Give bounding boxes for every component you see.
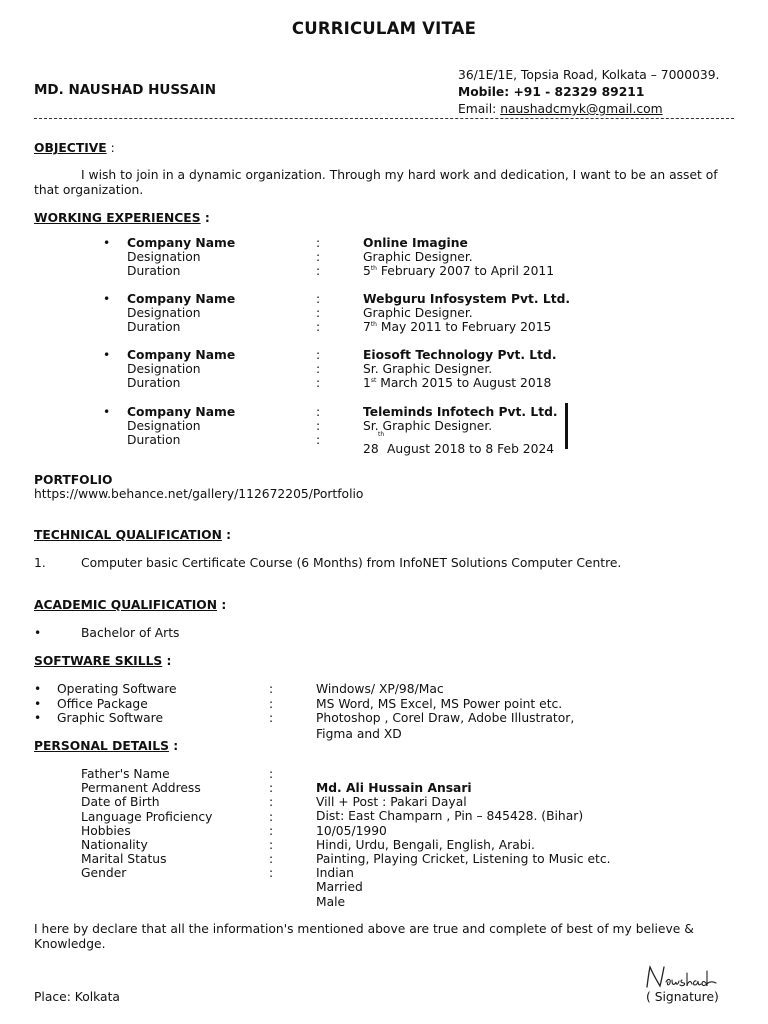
company-name: Teleminds Infotech Pvt. Ltd. <box>363 405 558 419</box>
software-value: Windows/ XP/98/Mac <box>316 682 444 696</box>
objective-colon: : <box>106 141 115 155</box>
duration-ordinal: st <box>370 376 377 384</box>
personal-label: Gender <box>81 866 127 881</box>
candidate-name: MD. NAUSHAD HUSSAIN <box>34 82 217 98</box>
personal-colon: : <box>269 781 274 796</box>
technical-number: 1. <box>34 556 46 570</box>
personal-colon: : <box>269 795 274 810</box>
software-bullet: • <box>34 711 42 725</box>
duration-label: Duration <box>127 320 181 334</box>
page-title: CURRICULAM VITAE <box>291 19 477 38</box>
software-colon: : <box>162 654 172 668</box>
personal-value: Md. Ali Hussain Ansari <box>316 781 472 795</box>
experience-colon: : <box>200 211 210 225</box>
experience-colon: : <box>316 405 321 419</box>
header-divider <box>34 118 734 119</box>
experience-colon: : <box>316 250 321 264</box>
duration-day: 7 <box>363 320 371 334</box>
personal-colon: : <box>269 866 274 881</box>
personal-value: Male <box>316 894 346 909</box>
software-colon: : <box>269 696 274 711</box>
mobile-number: +91 - 82329 89211 <box>513 85 645 99</box>
designation-label: Designation <box>127 250 201 264</box>
software-label: Office Package <box>57 696 148 711</box>
mobile-line <box>458 84 719 101</box>
duration-label: Duration <box>127 376 181 390</box>
objective-heading: OBJECTIVE <box>34 141 107 155</box>
personal-value: 10/05/1990 <box>316 823 387 838</box>
experience-colon: : <box>316 264 321 278</box>
personal-colon: : <box>269 852 274 867</box>
personal-colon: : <box>269 838 274 852</box>
software-heading-line <box>34 654 171 668</box>
experience-colon: : <box>316 348 321 362</box>
experience-bullet: • <box>103 292 111 306</box>
personal-colon: : <box>269 823 274 838</box>
software-heading: SOFTWARE SKILLS <box>34 654 163 668</box>
personal-colon: : <box>269 809 274 824</box>
personal-label: Date of Birth <box>81 795 160 810</box>
duration-ordinal: th <box>370 264 377 272</box>
duration-range: May 2011 to February 2015 <box>376 320 552 334</box>
academic-heading: ACADEMIC QUALIFICATION <box>34 598 218 612</box>
email-link[interactable]: naushadcmyk@gmail.com <box>500 102 663 116</box>
duration-value <box>363 264 554 278</box>
designation-label: Designation <box>127 306 201 320</box>
experience-bullet: • <box>103 236 111 250</box>
experience-bullet: • <box>103 348 111 362</box>
duration-day: 5 <box>363 264 371 278</box>
duration-value <box>363 320 551 334</box>
experience-colon: : <box>316 292 321 306</box>
company-label: Company Name <box>127 405 236 419</box>
mobile-label: Mobile: <box>458 85 510 99</box>
duration-label: Duration <box>127 264 181 278</box>
academic-colon: : <box>217 598 227 612</box>
duration-day: 1 <box>363 376 371 390</box>
experience-bullet: • <box>103 405 111 419</box>
software-colon: : <box>269 711 274 725</box>
portfolio-heading: PORTFOLIO <box>34 473 113 487</box>
declaration-text: I here by declare that all the information's mentioned above are true and complete of best of my believe & Knowledge. <box>34 922 694 951</box>
duration-range: March 2015 to August 2018 <box>376 376 552 390</box>
software-label: Graphic Software <box>57 711 164 725</box>
designation-label: Designation <box>127 419 201 433</box>
personal-label: Language Proficiency <box>81 809 213 824</box>
objective-text: I wish to join in a dynamic organization. Through my hard work and dedication, I want to be an asset of that organization. <box>34 168 718 197</box>
duration-ordinal: th <box>370 320 377 328</box>
objective-heading-line <box>34 141 115 155</box>
designation-label: Designation <box>127 362 201 376</box>
software-extra: Figma and XD <box>316 727 402 741</box>
software-bullet: • <box>34 696 42 711</box>
personal-value: Vill + Post : Pakari Dayal <box>316 795 467 810</box>
text-cursor-bar <box>565 403 568 449</box>
personal-label: Nationality <box>81 838 148 852</box>
technical-heading: TECHNICAL QUALIFICATION <box>34 528 222 542</box>
contact-block <box>458 67 719 118</box>
email-line <box>458 101 719 118</box>
personal-colon: : <box>168 739 179 753</box>
experience-colon: : <box>316 419 321 433</box>
personal-value: Hindi, Urdu, Bengali, English, Arabi. <box>316 837 535 852</box>
duration-day: 28 <box>363 442 379 456</box>
portfolio-link[interactable]: https://www.behance.net/gallery/112672205/Portfolio <box>34 487 364 501</box>
personal-value: Married <box>316 880 363 895</box>
company-label: Company Name <box>127 236 236 250</box>
technical-heading-line <box>34 528 231 542</box>
duration-ordinal: th <box>378 431 385 438</box>
software-value: MS Word, MS Excel, MS Power point etc. <box>316 696 563 711</box>
experience-heading-line <box>34 211 210 225</box>
experience-heading: WORKING EXPERIENCES <box>34 211 201 225</box>
personal-label: Father's Name <box>81 767 170 781</box>
personal-value: Painting, Playing Cricket, Listening to Music etc. <box>316 852 611 866</box>
technical-colon: : <box>221 528 232 542</box>
duration-range: February 2007 to April 2011 <box>376 264 555 278</box>
signature-caption: ( Signature) <box>646 990 719 1004</box>
duration-value <box>363 376 551 390</box>
address: 36/1E/1E, Topsia Road, Kolkata – 7000039. <box>458 68 720 82</box>
technical-item: Computer basic Certificate Course (6 Months) from InfoNET Solutions Computer Centre. <box>81 556 622 570</box>
experience-colon: : <box>316 320 321 334</box>
designation-value: Graphic Designer. <box>363 306 473 320</box>
designation-value: Graphic Designer. <box>363 250 473 264</box>
personal-value: Dist: East Champarn , Pin – 845428. (Bihar) <box>316 809 584 824</box>
personal-label: Hobbies <box>81 823 131 838</box>
designation-value: Sr. Graphic Designer. <box>363 362 493 376</box>
duration-label: Duration <box>127 433 181 447</box>
experience-colon: : <box>316 236 321 250</box>
designation-value: Sr. Graphic Designer. <box>363 419 493 433</box>
academic-item: Bachelor of Arts <box>81 626 180 640</box>
personal-value: Indian <box>316 866 354 881</box>
company-label: Company Name <box>127 292 236 306</box>
personal-colon: : <box>269 767 274 781</box>
email-label: Email: <box>458 102 497 116</box>
software-colon: : <box>269 682 274 696</box>
personal-label: Marital Status <box>81 852 167 867</box>
academic-bullet: • <box>34 626 42 640</box>
place: Place: Kolkata <box>34 990 120 1004</box>
company-name: Webguru Infosystem Pvt. Ltd. <box>363 292 571 306</box>
personal-heading-line <box>34 739 178 753</box>
duration-range: August 2018 to 8 Feb 2024 <box>387 442 555 456</box>
company-label: Company Name <box>127 348 236 362</box>
experience-colon: : <box>316 376 321 390</box>
software-bullet: • <box>34 682 42 696</box>
experience-colon: : <box>316 362 321 376</box>
personal-label: Permanent Address <box>81 781 201 796</box>
software-value: Photoshop , Corel Draw, Adobe Illustrator, <box>316 711 575 725</box>
company-name: Eiosoft Technology Pvt. Ltd. <box>363 348 557 362</box>
experience-colon: : <box>316 433 321 447</box>
software-label: Operating Software <box>57 682 177 696</box>
personal-heading: PERSONAL DETAILS <box>34 739 169 753</box>
academic-heading-line <box>34 598 226 612</box>
experience-colon: : <box>316 306 321 320</box>
company-name: Online Imagine <box>363 236 468 250</box>
